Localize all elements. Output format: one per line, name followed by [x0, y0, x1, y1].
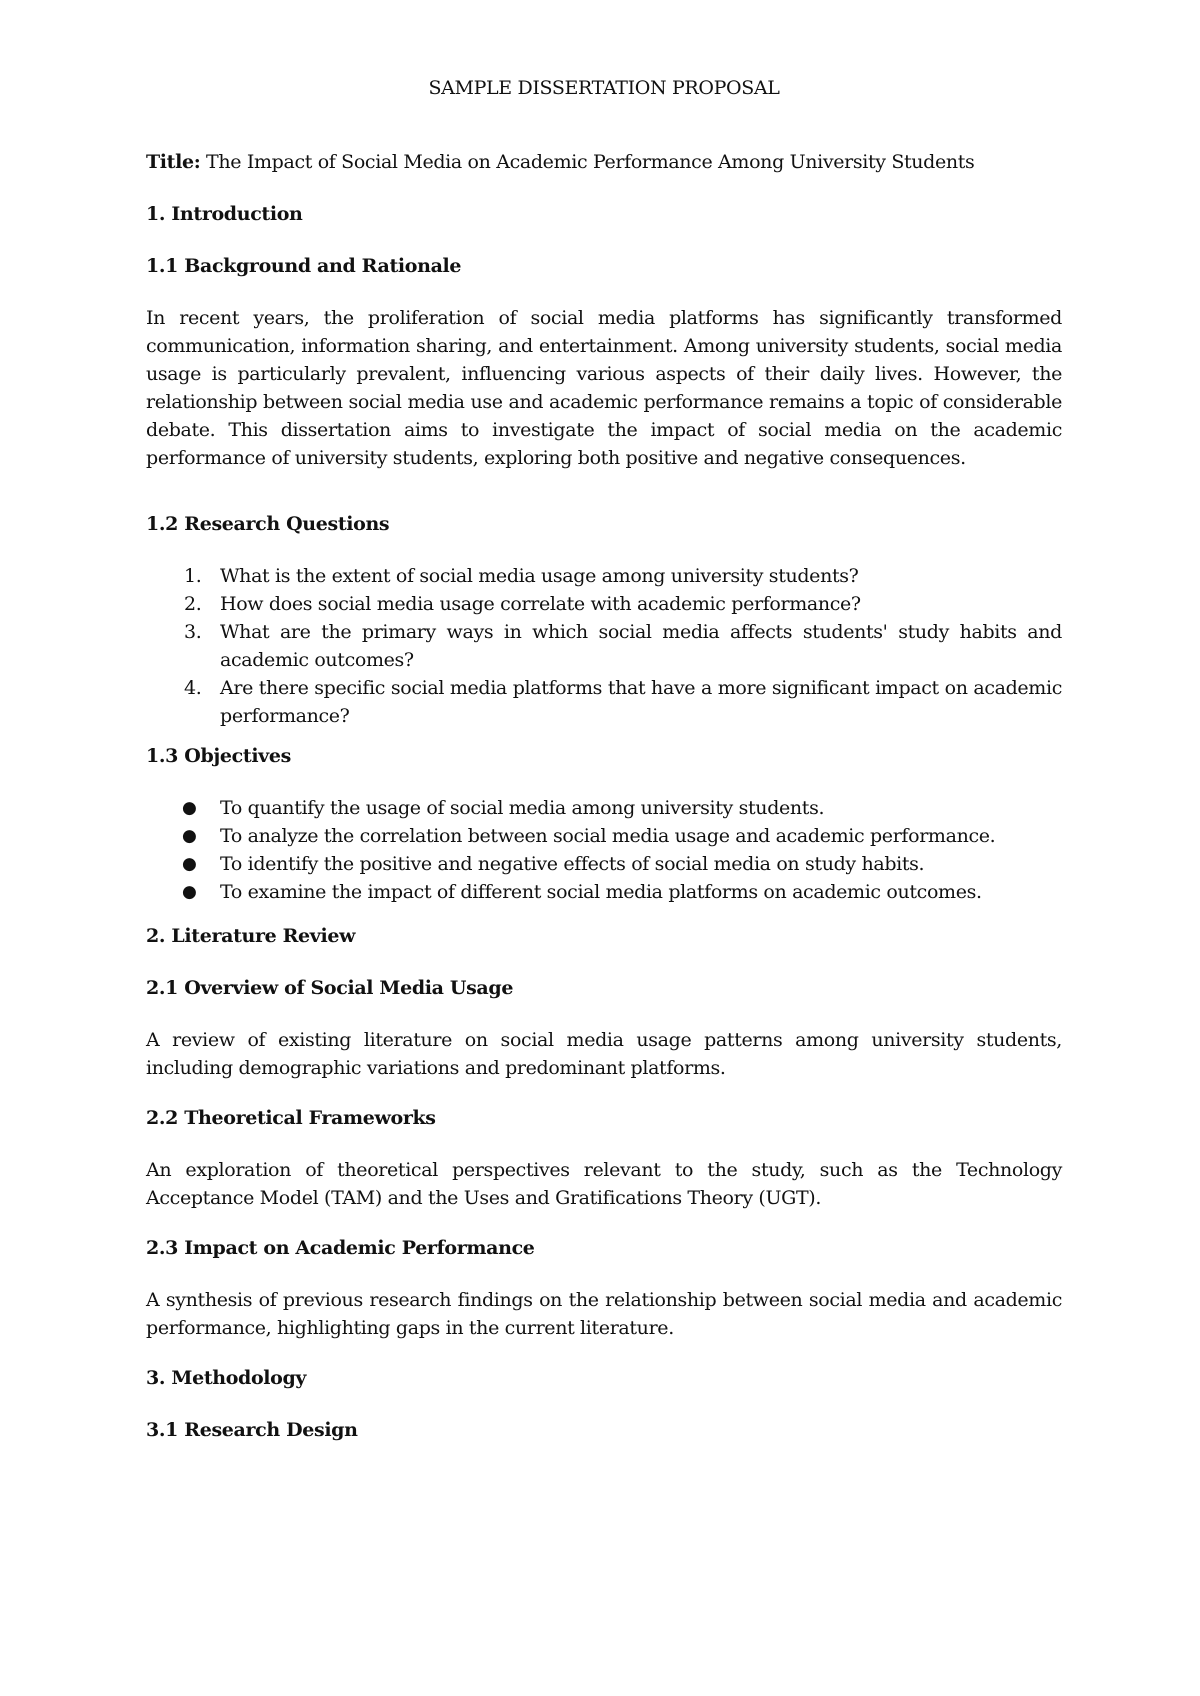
- research-questions-list: [146, 562, 1062, 730]
- list-number: 1.: [184, 565, 202, 587]
- paragraph-overview: A review of existing literature on social media usage patterns among university students, including demographic variations and predominant platforms.: [146, 1029, 1062, 1079]
- heading-literature-review: 2. Literature Review: [146, 925, 356, 947]
- bullet-icon: ●: [182, 798, 197, 818]
- page-title: SAMPLE DISSERTATION PROPOSAL: [428, 77, 780, 99]
- list-number: 2.: [184, 593, 202, 615]
- heading-introduction: 1. Introduction: [146, 203, 303, 225]
- heading-research-questions: 1.2 Research Questions: [146, 513, 390, 535]
- paragraph-background: In recent years, the proliferation of social media platforms has significantly transformed communication, information sharing, and entertainment. Among university students, social media usage is particularly prevalent, influencing various aspects of their daily lives. However, the relationship between social media use and academic performance remains a topic of considerable debate. This dissertation aims to investigate the impact of social media on the academic performance of university students, exploring both positive and negative consequences.: [146, 307, 1062, 469]
- list-item: [146, 822, 1062, 850]
- bullet-icon: ●: [182, 826, 197, 846]
- title-text: The Impact of Social Media on Academic Performance Among University Students: [200, 151, 975, 173]
- list-item-text: What are the primary ways in which social media affects students' study habits and academic outcomes?: [220, 621, 1062, 671]
- heading-research-design: 3.1 Research Design: [146, 1419, 358, 1441]
- heading-impact-academic: 2.3 Impact on Academic Performance: [146, 1237, 535, 1259]
- objectives-list: [146, 794, 1062, 906]
- bullet-icon: ●: [182, 882, 197, 902]
- list-item-text: How does social media usage correlate with academic performance?: [220, 593, 861, 615]
- list-item-text: To examine the impact of different social media platforms on academic outcomes.: [220, 881, 982, 903]
- list-item-text: To analyze the correlation between social media usage and academic performance.: [220, 825, 996, 847]
- list-item: [146, 562, 1062, 590]
- bullet-icon: ●: [182, 854, 197, 874]
- list-item: [146, 850, 1062, 878]
- list-item-text: To quantify the usage of social media among university students.: [220, 797, 825, 819]
- list-item-text: Are there specific social media platforms that have a more significant impact on academic performance?: [220, 677, 1062, 727]
- list-item: [146, 878, 1062, 906]
- paragraph-frameworks: An exploration of theoretical perspectives relevant to the study, such as the Technology Acceptance Model (TAM) and the Uses and Gratifications Theory (UGT).: [146, 1159, 1062, 1209]
- heading-methodology: 3. Methodology: [146, 1367, 307, 1389]
- heading-background-rationale: 1.1 Background and Rationale: [146, 255, 462, 277]
- heading-overview-social-media: 2.1 Overview of Social Media Usage: [146, 977, 514, 999]
- list-item-text: What is the extent of social media usage among university students?: [220, 565, 859, 587]
- title-label: Title:: [146, 151, 201, 173]
- heading-theoretical-frameworks: 2.2 Theoretical Frameworks: [146, 1107, 436, 1129]
- paragraph-impact: A synthesis of previous research findings on the relationship between social media and academic performance, highlighting gaps in the current literature.: [146, 1289, 1062, 1339]
- heading-objectives: 1.3 Objectives: [146, 745, 291, 767]
- list-item: [146, 794, 1062, 822]
- list-number: 3.: [184, 621, 202, 643]
- dissertation-title: [146, 148, 974, 176]
- list-item: [146, 618, 1062, 674]
- list-item: [146, 674, 1062, 730]
- list-number: 4.: [184, 677, 202, 699]
- list-item-text: To identify the positive and negative effects of social media on study habits.: [220, 853, 925, 875]
- list-item: [146, 590, 1062, 618]
